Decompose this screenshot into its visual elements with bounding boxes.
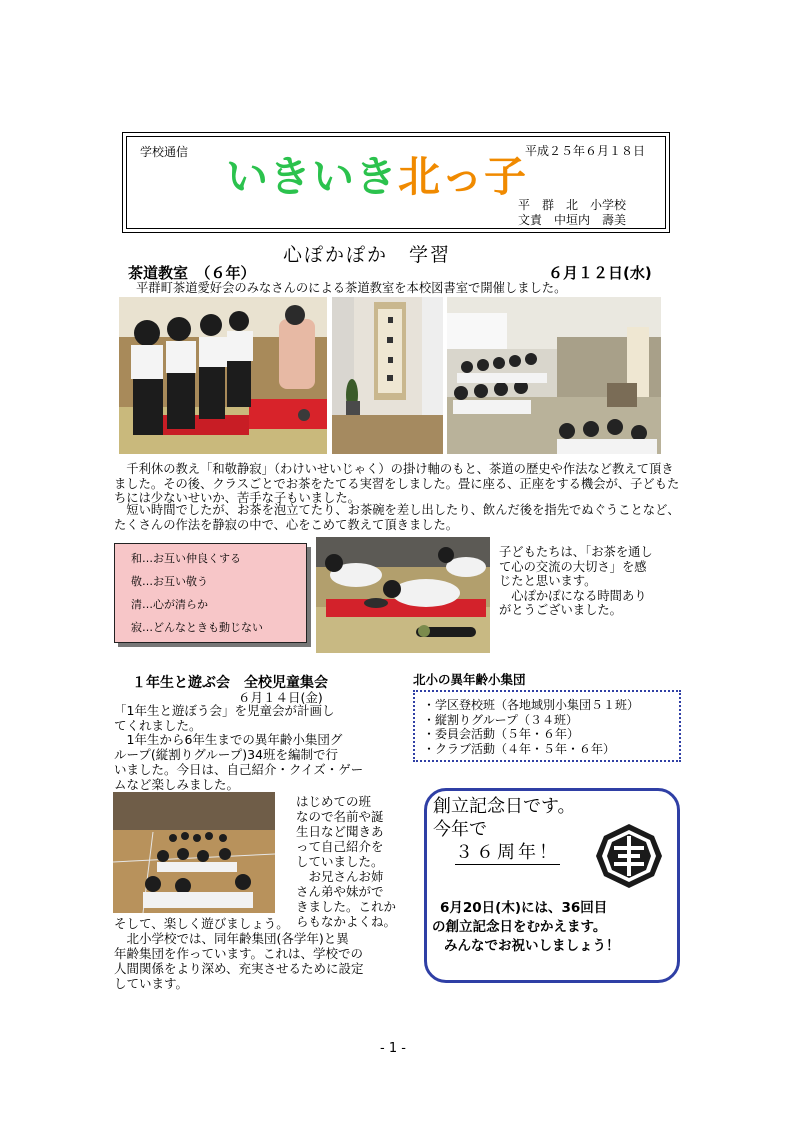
anniversary-msg-3: みんなでお祝いしましょう！: [444, 938, 620, 954]
text-line: 年齢集団を作っています。これは、学校での: [114, 946, 364, 961]
text-line: 「1年生と遊ぼう会」を児童会が計画し: [114, 703, 335, 718]
motto-item: 寂…どんなときも動じない: [131, 621, 263, 634]
title-part-1: いきいき: [226, 152, 399, 201]
group-item: ・学区登校班（各地域別小集団５１班）: [423, 698, 640, 712]
closing-line: て心の交流の大切さ」を感: [499, 559, 647, 574]
issue-date: 平成２５年６月１８日: [525, 144, 646, 158]
motto-item: 和…お互い仲良くする: [131, 552, 241, 565]
school-emblem: [594, 822, 664, 890]
photo-hanging-scroll: [332, 297, 443, 454]
closing-line: 心ぽかぽになる時間あり: [499, 588, 647, 603]
text-line: 生日など聞きあ: [296, 824, 384, 839]
text-line: はじめての班: [296, 794, 372, 809]
school-name: 平 群 北 小学校: [518, 198, 627, 212]
event-date: ６月１２日(水): [548, 264, 652, 282]
text-line: 1年生から6年生までの異年齢小集団グ: [114, 732, 343, 748]
closing-line: 子どもたちは、「お茶を通し: [499, 545, 653, 559]
text-line: きました。これか: [296, 899, 397, 914]
text-line: しています。: [114, 976, 189, 991]
motto-box: [114, 543, 307, 643]
motto-item: 清…心が清らか: [131, 598, 208, 611]
text-line: お兄さんお姉: [296, 869, 384, 884]
author-line: 文責 中垣内 壽美: [518, 213, 627, 227]
anniversary-msg-2: の創立記念日をむかえます。: [432, 919, 607, 935]
text-line: なので名前や誕: [296, 809, 384, 824]
section2-text-side: [296, 794, 396, 929]
closing-text: [499, 545, 653, 618]
closing-line: がとうございました。: [499, 603, 622, 618]
section2-text-top: [114, 704, 404, 792]
section3-title: 北小の異年齢小集団: [413, 672, 526, 687]
group-item: ・クラブ活動（４年・５年・６年）: [423, 741, 616, 756]
anniversary-msg-1: 6月20日(木)には、36回目: [440, 900, 608, 916]
event-title: 茶道教室 （６年）: [128, 264, 256, 282]
group-item: ・委員会活動（５年・６年）: [423, 727, 580, 741]
newsletter-label: 学校通信: [140, 145, 189, 159]
motto-item: 敬…お互い敬う: [131, 575, 208, 588]
text-line: ループ(縦割りグループ)34班を編制で行: [114, 747, 339, 763]
paragraph-2: 短い時間でしたが、お茶を泡立てたり、お茶碗を差し出したり、飲んだ後を指先でぬぐうことなど、たくさんの作法を静寂の中で、心をこめて教えて頂きました。: [114, 503, 680, 532]
section2-title: １年生と遊ぶ会 全校児童集会: [132, 675, 328, 691]
title-part-2: 北っ子: [398, 152, 528, 201]
photo-tea-ceremony-students: [119, 297, 327, 454]
paragraph-1: 千利休の教え「和敬静寂」（わけいせいじゃく）の掛け軸のもと、茶道の歴史や作法など教えて頂きました。その後、クラスごとでお茶をたてる実習をしました。畳に座る、正座をする機会が、子どもたちには少ないせいか、苦手な子もいました。: [114, 462, 680, 506]
photo-students-bowing: [316, 537, 490, 653]
text-line: 北小学校では、同年齢集団(各学年)と異: [114, 931, 349, 946]
text-line: 人間関係をより深め、充実させるために設定: [114, 961, 364, 976]
text-line: って自己紹介を: [296, 839, 384, 854]
text-line: さん弟や妹がで: [296, 884, 384, 899]
text-line: ムなど楽しみました。: [114, 776, 240, 792]
anniversary-line-1: 創立記念日です。: [433, 796, 576, 817]
event-intro: 平群町茶道愛好会のみなさんのによる茶道教室を本校図書室で開催しました。: [136, 281, 567, 295]
section-heading: 心ぽかぽか 学習: [283, 244, 452, 266]
text-line: いました。今日は、自己紹介・クイズ・ゲー: [114, 761, 364, 777]
group-list-box: [413, 690, 681, 762]
newsletter-title: [226, 152, 528, 201]
photo-gym-gathering: [113, 792, 275, 913]
closing-line: じたと思います。: [499, 574, 597, 589]
text-line: そして、楽しく遊びましょう。: [114, 916, 289, 931]
text-line: していました。: [296, 854, 384, 869]
section2-text-bottom: [114, 916, 404, 991]
section2-date: ６月１４日(金): [238, 690, 323, 705]
text-line: てくれました。: [114, 717, 202, 733]
text-line: らもなかよくね。: [296, 914, 397, 929]
group-item: ・縦割りグループ（３４班）: [423, 712, 579, 727]
photo-library-class: [447, 297, 661, 454]
anniversary-line-2: 今年で: [433, 819, 487, 840]
anniversary-years: ３６周年！: [455, 842, 560, 863]
page-number: - 1 -: [380, 1041, 406, 1056]
